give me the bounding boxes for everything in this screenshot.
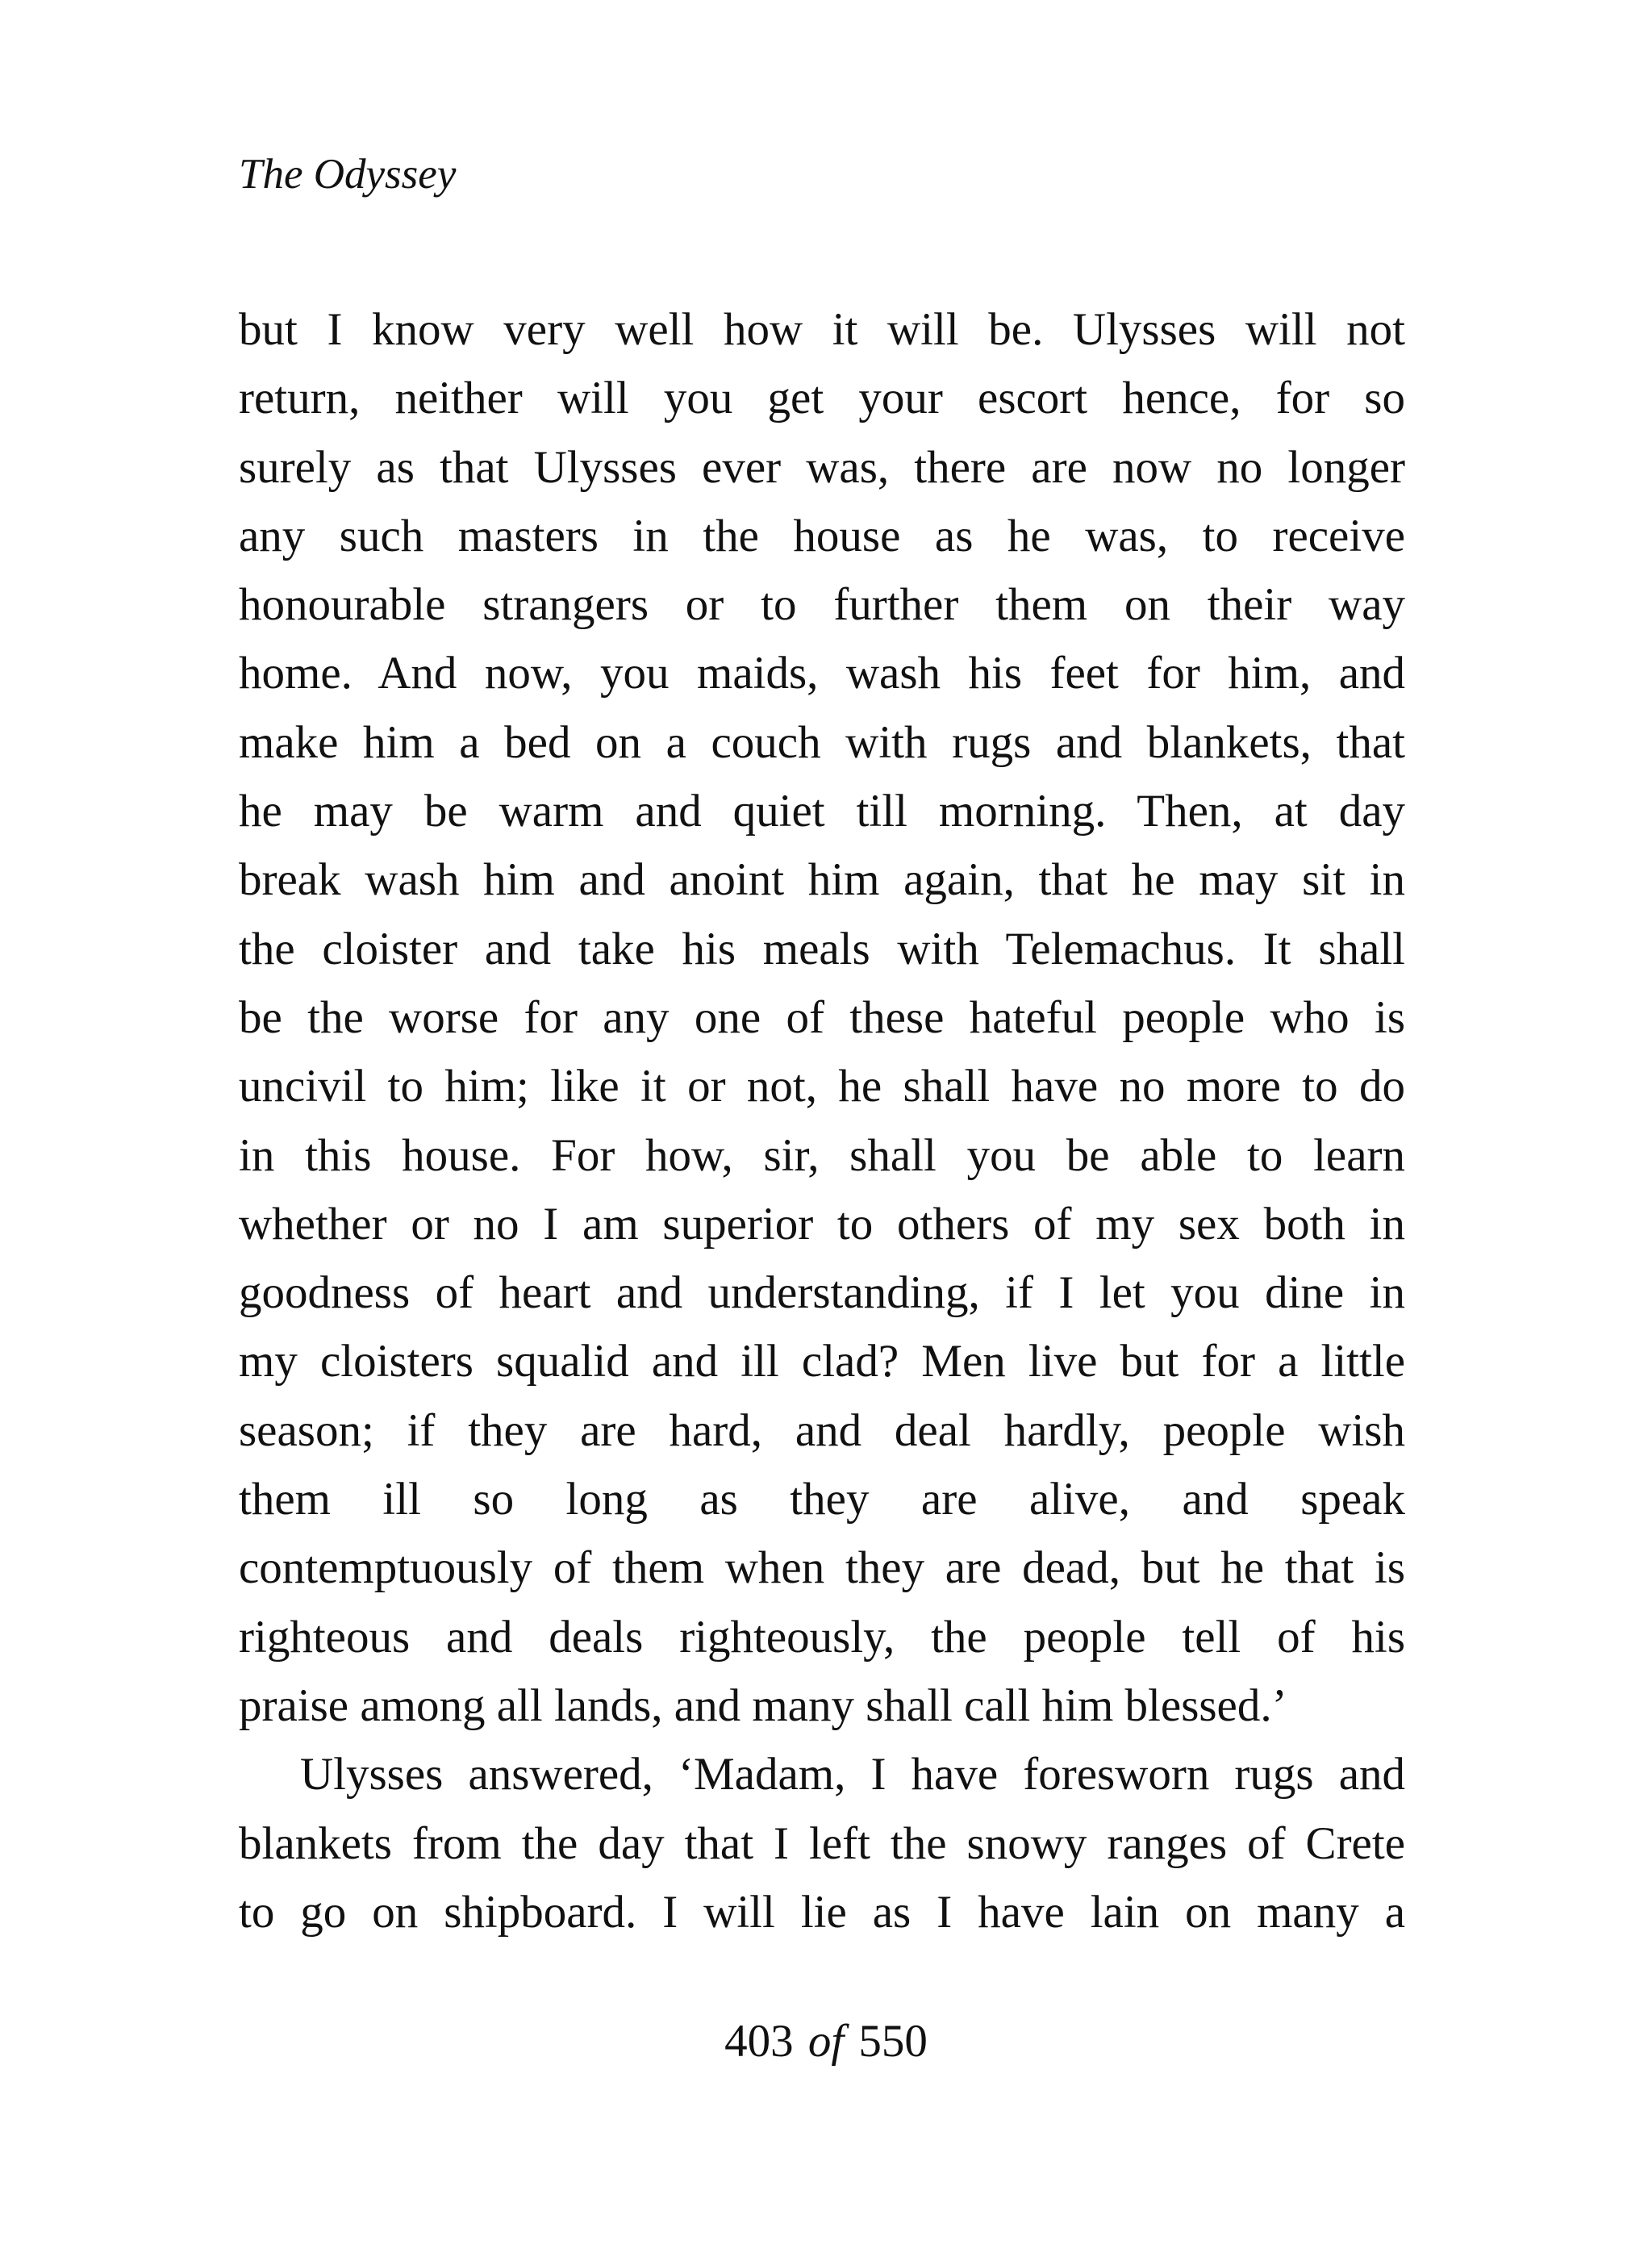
text-line: the cloister and take his meals with Telemachus. It shall — [239, 923, 1405, 974]
text-line: return, neither will you get your escort hence, for so — [239, 373, 1405, 424]
current-page: 403 — [724, 2016, 794, 2067]
text-line: them ill so long as they are alive, and speak — [239, 1474, 1405, 1525]
paragraph — [239, 295, 1405, 1740]
text-line: break wash him and anoint him again, that he may sit in — [239, 854, 1405, 906]
text-line: praise among all lands, and many shall call him blessed.’ — [239, 1679, 1287, 1731]
text-line: my cloisters squalid and ill clad? Men live but for a little — [239, 1336, 1405, 1387]
text-line: home. And now, you maids, wash his feet for him, and — [239, 648, 1405, 699]
text-line: but I know very well how it will be. Ulysses will not — [239, 304, 1405, 355]
paragraph — [239, 1740, 1405, 1946]
text-line: Ulysses answered, ‘Madam, I have foresworn rugs and — [300, 1749, 1405, 1800]
text-line: season; if they are hard, and deal hardly, people wish — [239, 1404, 1405, 1456]
text-line: make him a bed on a couch with rugs and blankets, that — [239, 716, 1405, 768]
text-line: he may be warm and quiet till morning. Then, at day — [239, 786, 1405, 837]
body-text — [239, 295, 1405, 1946]
text-line: in this house. For how, sir, shall you be able to learn — [239, 1129, 1405, 1181]
text-line: be the worse for any one of these hateful people who is — [239, 991, 1405, 1043]
text-line: uncivil to him; like it or not, he shall have no more to do — [239, 1061, 1405, 1112]
text-line: whether or no I am superior to others of my sex both in — [239, 1198, 1405, 1250]
text-line: blankets from the day that I left the snowy ranges of Crete — [239, 1817, 1405, 1869]
text-line: honourable strangers or to further them on their way — [239, 579, 1405, 631]
text-line: goodness of heart and understanding, if I let you dine in — [239, 1267, 1405, 1319]
text-line: surely as that Ulysses ever was, there are now no longer — [239, 441, 1405, 493]
running-head: The Odyssey — [239, 151, 457, 198]
text-line: righteous and deals righteously, the people tell of his — [239, 1611, 1405, 1663]
page-number — [0, 2013, 1652, 2070]
text-line: any such masters in the house as he was, to receive — [239, 510, 1405, 561]
page-of-label: of — [807, 2016, 845, 2067]
text-line: to go on shipboard. I will lie as I have lain on many a — [239, 1886, 1405, 1938]
text-line: contemptuously of them when they are dead, but he that is — [239, 1542, 1405, 1594]
total-pages: 550 — [858, 2016, 928, 2067]
